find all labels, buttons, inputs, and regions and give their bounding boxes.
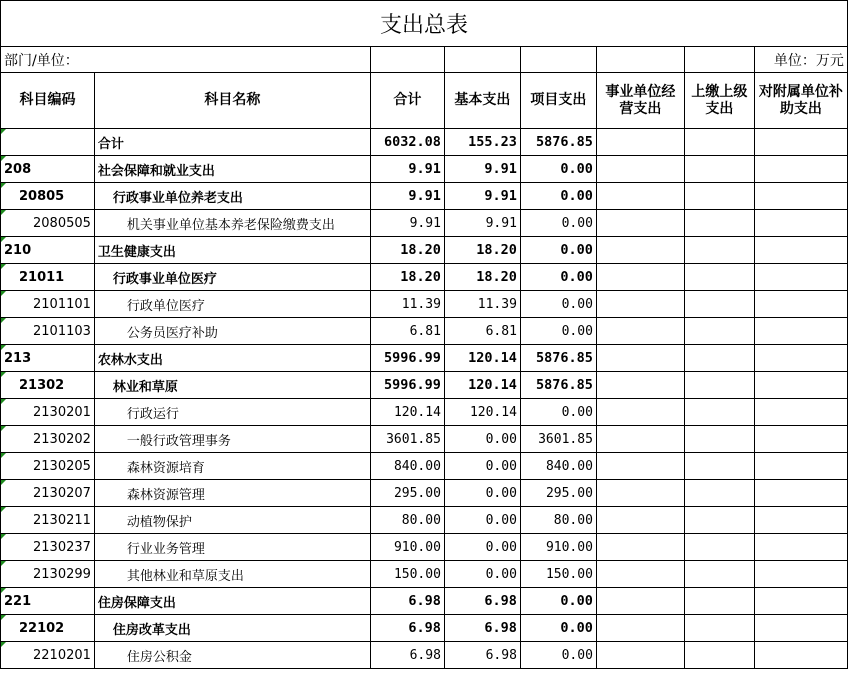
table-row	[1, 291, 848, 318]
header-code: 科目编码	[1, 73, 95, 129]
cell-project[interactable]: 5876.85	[520, 372, 596, 399]
cell-name[interactable]: 林业和草原	[94, 372, 370, 399]
cell-project[interactable]: 0.00	[520, 156, 596, 183]
cell-code[interactable]: 2130201	[1, 399, 95, 426]
cell-name[interactable]: 住房公积金	[94, 642, 370, 669]
cell-code[interactable]: 22102	[1, 615, 95, 642]
cell-total[interactable]: 18.20	[370, 264, 444, 291]
cell-code[interactable]: 2130207	[1, 480, 95, 507]
cell[interactable]	[370, 47, 444, 73]
cell-project[interactable]: 0.00	[520, 210, 596, 237]
header-name: 科目名称	[94, 73, 370, 129]
cell-code[interactable]: 21302	[1, 372, 95, 399]
table-row	[1, 588, 848, 615]
cell-basic[interactable]: 6.81	[444, 318, 520, 345]
cell-upper[interactable]	[684, 615, 754, 642]
cell-code[interactable]: 2210201	[1, 642, 95, 669]
cell-subsidy[interactable]	[754, 318, 847, 345]
cell-basic[interactable]: 18.20	[444, 237, 520, 264]
cell-basic[interactable]: 6.98	[444, 642, 520, 669]
cell-biz[interactable]	[596, 480, 684, 507]
cell-upper[interactable]	[684, 291, 754, 318]
cell[interactable]	[520, 47, 596, 73]
cell-biz[interactable]	[596, 453, 684, 480]
cell-upper[interactable]	[684, 561, 754, 588]
cell-name[interactable]: 社会保障和就业支出	[94, 156, 370, 183]
cell-name[interactable]: 行业业务管理	[94, 534, 370, 561]
cell-project[interactable]: 840.00	[520, 453, 596, 480]
cell-upper[interactable]	[684, 480, 754, 507]
cell-subsidy[interactable]	[754, 399, 847, 426]
cell-biz[interactable]	[596, 129, 684, 156]
cell-total[interactable]: 6.98	[370, 642, 444, 669]
cell-subsidy[interactable]	[754, 534, 847, 561]
cell-basic[interactable]: 0.00	[444, 561, 520, 588]
header-project: 项目支出	[520, 73, 596, 129]
cell-subsidy[interactable]	[754, 291, 847, 318]
table-row	[1, 318, 848, 345]
cell-biz[interactable]	[596, 156, 684, 183]
table-row	[1, 372, 848, 399]
cell-code[interactable]: 208	[1, 156, 95, 183]
cell-total[interactable]: 9.91	[370, 210, 444, 237]
cell-basic[interactable]: 0.00	[444, 480, 520, 507]
cell-biz[interactable]	[596, 345, 684, 372]
cell-basic[interactable]: 0.00	[444, 426, 520, 453]
cell-upper[interactable]	[684, 183, 754, 210]
table-row	[1, 129, 848, 156]
cell-basic[interactable]: 18.20	[444, 264, 520, 291]
cell-basic[interactable]: 120.14	[444, 399, 520, 426]
cell-basic[interactable]: 120.14	[444, 345, 520, 372]
cell-upper[interactable]	[684, 156, 754, 183]
cell-total[interactable]: 6032.08	[370, 129, 444, 156]
cell-biz[interactable]	[596, 210, 684, 237]
table-row	[1, 345, 848, 372]
table-row	[1, 534, 848, 561]
cell-code[interactable]	[1, 129, 95, 156]
cell-basic[interactable]: 6.98	[444, 615, 520, 642]
dept-label: 部门/单位：	[1, 47, 371, 73]
cell-project[interactable]: 3601.85	[520, 426, 596, 453]
cell-upper[interactable]	[684, 129, 754, 156]
cell-basic[interactable]: 11.39	[444, 291, 520, 318]
cell-upper[interactable]	[684, 588, 754, 615]
cell-upper[interactable]	[684, 345, 754, 372]
cell-code[interactable]: 20805	[1, 183, 95, 210]
cell-name[interactable]: 公务员医疗补助	[94, 318, 370, 345]
cell-basic[interactable]: 120.14	[444, 372, 520, 399]
cell-biz[interactable]	[596, 318, 684, 345]
table-row	[1, 237, 848, 264]
cell-name[interactable]: 卫生健康支出	[94, 237, 370, 264]
cell-biz[interactable]	[596, 399, 684, 426]
cell-name[interactable]: 动植物保护	[94, 507, 370, 534]
cell-project[interactable]: 5876.85	[520, 345, 596, 372]
cell-total[interactable]: 18.20	[370, 237, 444, 264]
cell-biz[interactable]	[596, 615, 684, 642]
cell-name[interactable]: 住房改革支出	[94, 615, 370, 642]
cell-name[interactable]: 其他林业和草原支出	[94, 561, 370, 588]
cell-total[interactable]: 6.81	[370, 318, 444, 345]
table-row	[1, 642, 848, 669]
cell-biz[interactable]	[596, 507, 684, 534]
cell-biz[interactable]	[596, 372, 684, 399]
cell-subsidy[interactable]	[754, 210, 847, 237]
cell-total[interactable]: 295.00	[370, 480, 444, 507]
table-row	[1, 210, 848, 237]
cell-subsidy[interactable]	[754, 507, 847, 534]
cell-code[interactable]: 210	[1, 237, 95, 264]
cell-name[interactable]: 行政事业单位养老支出	[94, 183, 370, 210]
cell-subsidy[interactable]	[754, 453, 847, 480]
cell-biz[interactable]	[596, 642, 684, 669]
cell-biz[interactable]	[596, 534, 684, 561]
table-row	[1, 156, 848, 183]
cell-total[interactable]: 5996.99	[370, 372, 444, 399]
cell-total[interactable]: 120.14	[370, 399, 444, 426]
cell[interactable]	[684, 47, 754, 73]
cell-basic[interactable]: 0.00	[444, 453, 520, 480]
cell-project[interactable]: 0.00	[520, 237, 596, 264]
cell-upper[interactable]	[684, 534, 754, 561]
cell-project[interactable]: 150.00	[520, 561, 596, 588]
cell-subsidy[interactable]	[754, 588, 847, 615]
cell-project[interactable]: 0.00	[520, 183, 596, 210]
table-row	[1, 426, 848, 453]
cell-total[interactable]: 5996.99	[370, 345, 444, 372]
cell-project[interactable]: 0.00	[520, 291, 596, 318]
cell-upper[interactable]	[684, 237, 754, 264]
cell-code[interactable]: 2080505	[1, 210, 95, 237]
header-row	[1, 73, 848, 129]
cell-total[interactable]: 150.00	[370, 561, 444, 588]
cell-project[interactable]: 0.00	[520, 399, 596, 426]
table-row	[1, 561, 848, 588]
cell-subsidy[interactable]	[754, 345, 847, 372]
cell-upper[interactable]	[684, 507, 754, 534]
table-row	[1, 453, 848, 480]
cell-biz[interactable]	[596, 426, 684, 453]
cell-total[interactable]: 9.91	[370, 156, 444, 183]
cell-name[interactable]: 农林水支出	[94, 345, 370, 372]
unit-label: 单位：万元	[754, 47, 847, 73]
cell-subsidy[interactable]	[754, 561, 847, 588]
cell-basic[interactable]: 0.00	[444, 534, 520, 561]
cell-project[interactable]: 910.00	[520, 534, 596, 561]
cell-basic[interactable]: 9.91	[444, 156, 520, 183]
cell-project[interactable]: 0.00	[520, 615, 596, 642]
cell-biz[interactable]	[596, 561, 684, 588]
cell[interactable]	[596, 47, 684, 73]
cell-biz[interactable]	[596, 588, 684, 615]
cell-total[interactable]: 6.98	[370, 588, 444, 615]
cell-basic[interactable]: 0.00	[444, 507, 520, 534]
cell-project[interactable]: 295.00	[520, 480, 596, 507]
cell-total[interactable]: 910.00	[370, 534, 444, 561]
cell-name[interactable]: 森林资源管理	[94, 480, 370, 507]
cell-subsidy[interactable]	[754, 615, 847, 642]
cell-code[interactable]: 2130211	[1, 507, 95, 534]
cell[interactable]	[444, 47, 520, 73]
cell-total[interactable]: 11.39	[370, 291, 444, 318]
cell-project[interactable]: 0.00	[520, 264, 596, 291]
cell-upper[interactable]	[684, 642, 754, 669]
cell-subsidy[interactable]	[754, 237, 847, 264]
cell-project[interactable]: 0.00	[520, 642, 596, 669]
table-row	[1, 399, 848, 426]
cell-code[interactable]: 2101103	[1, 318, 95, 345]
cell-biz[interactable]	[596, 264, 684, 291]
cell-biz[interactable]	[596, 183, 684, 210]
cell-biz[interactable]	[596, 291, 684, 318]
cell-basic[interactable]: 155.23	[444, 129, 520, 156]
cell-upper[interactable]	[684, 399, 754, 426]
cell-name[interactable]: 行政事业单位医疗	[94, 264, 370, 291]
cell-name[interactable]: 住房保障支出	[94, 588, 370, 615]
cell-name[interactable]: 行政运行	[94, 399, 370, 426]
cell-basic[interactable]: 9.91	[444, 183, 520, 210]
cell-code[interactable]: 213	[1, 345, 95, 372]
cell-subsidy[interactable]	[754, 372, 847, 399]
table-row	[1, 480, 848, 507]
cell-upper[interactable]	[684, 426, 754, 453]
cell-total[interactable]: 6.98	[370, 615, 444, 642]
cell-upper[interactable]	[684, 453, 754, 480]
table-row	[1, 183, 848, 210]
cell-subsidy[interactable]	[754, 183, 847, 210]
cell-name[interactable]: 机关事业单位基本养老保险缴费支出	[94, 210, 370, 237]
table-row	[1, 264, 848, 291]
cell-subsidy[interactable]	[754, 480, 847, 507]
cell-subsidy[interactable]	[754, 642, 847, 669]
header-basic: 基本支出	[444, 73, 520, 129]
cell-total[interactable]: 3601.85	[370, 426, 444, 453]
cell-subsidy[interactable]	[754, 264, 847, 291]
cell-project[interactable]: 5876.85	[520, 129, 596, 156]
cell-name[interactable]: 一般行政管理事务	[94, 426, 370, 453]
table-row	[1, 615, 848, 642]
cell-upper[interactable]	[684, 264, 754, 291]
cell-code[interactable]: 221	[1, 588, 95, 615]
header-total: 合计	[370, 73, 444, 129]
cell-code[interactable]: 2130237	[1, 534, 95, 561]
cell-subsidy[interactable]	[754, 156, 847, 183]
cell-basic[interactable]: 6.98	[444, 588, 520, 615]
cell-upper[interactable]	[684, 210, 754, 237]
header-subsidy: 对附属单位补助支出	[754, 73, 847, 129]
cell-project[interactable]: 0.00	[520, 318, 596, 345]
cell-name[interactable]: 合计	[94, 129, 370, 156]
cell-total[interactable]: 840.00	[370, 453, 444, 480]
cell-name[interactable]: 行政单位医疗	[94, 291, 370, 318]
cell-upper[interactable]	[684, 318, 754, 345]
cell-code[interactable]: 2101101	[1, 291, 95, 318]
cell-code[interactable]: 2130202	[1, 426, 95, 453]
table-row	[1, 507, 848, 534]
cell-total[interactable]: 80.00	[370, 507, 444, 534]
cell-code[interactable]: 21011	[1, 264, 95, 291]
cell-upper[interactable]	[684, 372, 754, 399]
header-upper: 上缴上级支出	[684, 73, 754, 129]
cell-subsidy[interactable]	[754, 129, 847, 156]
cell-biz[interactable]	[596, 237, 684, 264]
cell-total[interactable]: 9.91	[370, 183, 444, 210]
cell-code[interactable]: 2130299	[1, 561, 95, 588]
cell-subsidy[interactable]	[754, 426, 847, 453]
cell-code[interactable]: 2130205	[1, 453, 95, 480]
page-title: 支出总表	[1, 1, 848, 47]
cell-project[interactable]: 0.00	[520, 588, 596, 615]
cell-name[interactable]: 森林资源培育	[94, 453, 370, 480]
header-biz: 事业单位经营支出	[596, 73, 684, 129]
cell-basic[interactable]: 9.91	[444, 210, 520, 237]
cell-project[interactable]: 80.00	[520, 507, 596, 534]
